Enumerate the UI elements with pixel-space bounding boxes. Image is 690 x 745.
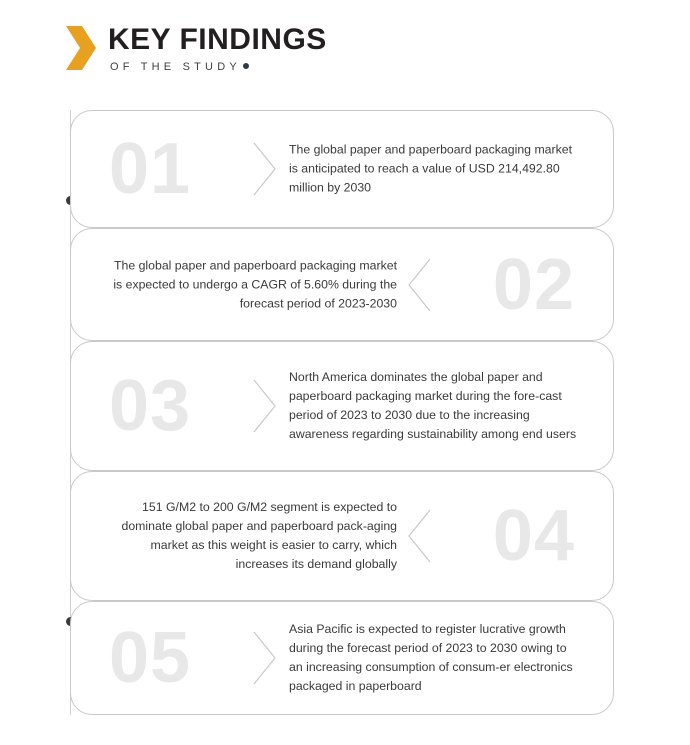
chevron-right-icon (66, 26, 96, 70)
subtitle-dot-icon (243, 63, 249, 69)
finding-card-01[interactable] (70, 110, 614, 228)
wedge-left-icon (407, 509, 431, 563)
title-block (108, 24, 327, 73)
finding-text-01: The global paper and paperboard packaging market is anticipated to reach a value of USD 214,492.80 million by 2030 (289, 142, 573, 195)
wedge-left-icon (407, 258, 431, 312)
finding-text-04: 151 G/M2 to 200 G/M2 segment is expected to dominate global paper and paperboard pack-aging market as this weight is easier to carry, which increases its demand globally (121, 499, 397, 572)
wedge-right-icon (253, 631, 277, 685)
page-subtitle (110, 61, 327, 73)
finding-card-04[interactable] (70, 471, 614, 601)
finding-card-02[interactable] (70, 228, 614, 341)
page-title: KEY FINDINGS (108, 23, 327, 56)
finding-number-02: 02 (492, 244, 575, 325)
page-subtitle-text: OF THE STUDY (110, 60, 241, 73)
finding-card-05[interactable] (70, 601, 614, 715)
page-header (66, 24, 327, 73)
finding-number-01: 01 (109, 129, 192, 209)
finding-text-02: The global paper and paperboard packaging market is expected to undergo a CAGR of 5.60% during the forecast period of 2023-2030 (113, 257, 397, 311)
finding-text-05: Asia Pacific is expected to register lucrative growth during the forecast period of 2023 to 2030 owing to an increasing consumption of consum-er electronics packaged in paperboard (289, 621, 573, 694)
wedge-right-icon (253, 142, 277, 196)
finding-number-05: 05 (109, 618, 192, 698)
wedge-right-icon (253, 379, 277, 433)
finding-text-03: North America dominates the global paper and paperboard packaging market during the fore-cast period of 2023 to 2030 due to the increasing awareness regarding sustainability among end users (289, 369, 577, 442)
finding-card-03[interactable] (70, 341, 614, 471)
finding-number-04: 04 (492, 496, 575, 576)
finding-number-03: 03 (109, 366, 192, 446)
